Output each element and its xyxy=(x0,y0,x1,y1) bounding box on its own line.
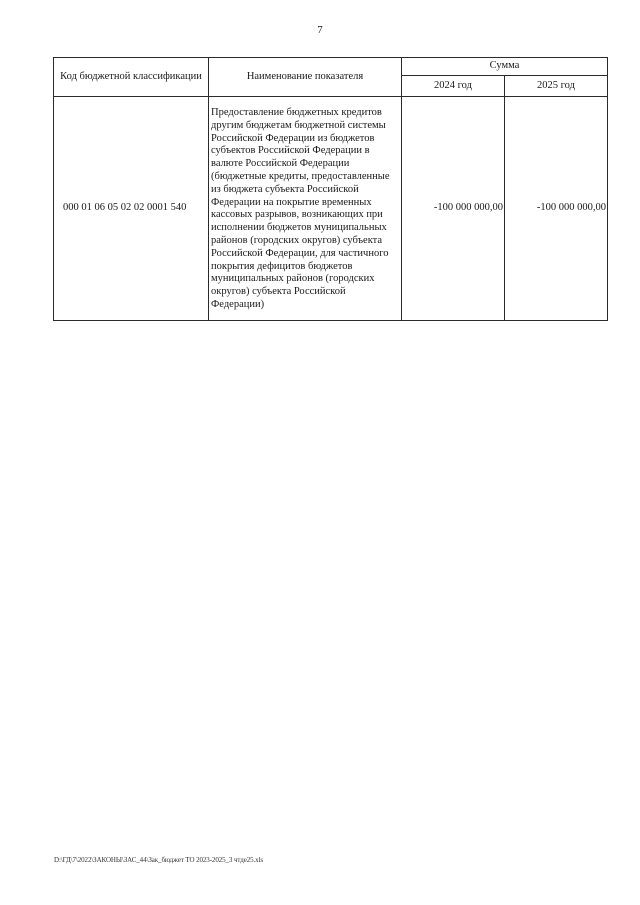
header-year-2024: 2024 год xyxy=(402,76,505,97)
header-sum: Сумма xyxy=(402,58,608,76)
table-row xyxy=(54,97,608,321)
page-number: 7 xyxy=(317,24,323,36)
header-code: Код бюджетной классификации xyxy=(54,58,209,97)
header-year-2025: 2025 год xyxy=(505,76,608,97)
row-amount-2025: -100 000 000,00 xyxy=(505,97,608,321)
header-name: Наименование показателя xyxy=(209,58,402,97)
footer-file-path: D:\ГД\7\2022\ЗАКОНЫ\ЗАС_44\Зак_бюджет ТО 2023-2025_3 чтде25.xls xyxy=(54,856,264,864)
table-header-row xyxy=(54,58,608,76)
row-name: Предоставление бюджетных кредитов другим бюджетам бюджетной системы Российской Федерации из бюджетов субъектов Российской Федерации в валюте Российской Федерации (бюджетные кредиты, предоставленные из бюджета субъекта Российской Федерации на покрытие временных кассовых разрывов, возникающих при исполнении бюджетов муниципальных районов (городских округов) субъекта Российской Федерации, для частичного покрытия дефицитов бюджетов муниципальных районов (городских округов) субъекта Российской Федерации) xyxy=(209,97,402,321)
budget-table xyxy=(53,57,608,321)
row-amount-2024: -100 000 000,00 xyxy=(402,97,505,321)
row-code: 000 01 06 05 02 02 0001 540 xyxy=(54,97,209,321)
